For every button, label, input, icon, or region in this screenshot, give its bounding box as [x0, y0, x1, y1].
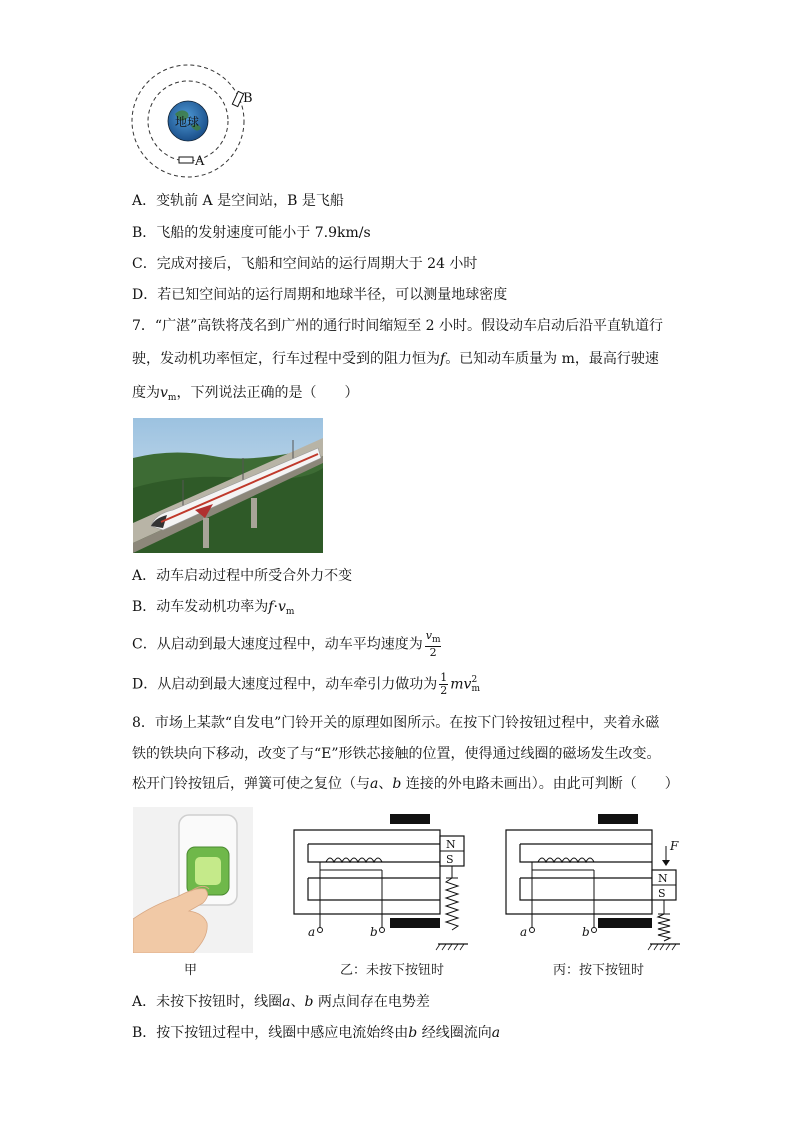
label-a-bing: a — [520, 925, 528, 939]
fraction-vm-over-2: $\frac{v_m}{2}$ — [425, 629, 441, 659]
label-f: F — [670, 839, 679, 853]
label-n-bing: N — [658, 872, 668, 885]
figure-jia-caption: 甲 — [184, 963, 198, 978]
label-s-yi: S — [446, 853, 454, 866]
craft-b — [232, 91, 243, 106]
q8-stem-line3: 松开门铃按钮后，弹簧可使之复位（与a、b 连接的外电路未画出）。由此可判断（ ） — [132, 776, 679, 792]
label-b-bing: b — [582, 925, 590, 939]
figure-yi-diagram — [290, 810, 490, 960]
label-s-bing: S — [658, 887, 666, 900]
label-b-yi: b — [370, 925, 378, 939]
q7-option-c: C．从启动到最大速度过程中，动车平均速度为 $\frac{v_m}{2}$ — [132, 629, 441, 659]
q7-option-b: B．动车发动机功率为$f\cdot v_m$ — [132, 599, 295, 617]
q6-option-b: B．飞船的发射速度可能小于 7.9km/s — [132, 225, 371, 241]
figure-yi-caption: 乙：未按下按钮时 — [340, 963, 445, 978]
q8-stem-line2: 铁的铁块向下移动，改变了与“E”形铁芯接触的位置，使得通过线圈的磁场发生改变。 — [132, 746, 661, 762]
q6-option-a: A．变轨前 A 是空间站，B 是飞船 — [132, 193, 344, 209]
figure-bing-caption: 丙：按下按钮时 — [553, 963, 645, 978]
q7-option-a: A．动车启动过程中所受合外力不变 — [132, 568, 353, 584]
q7-stem-line2: 驶，发动机功率恒定，行车过程中受到的阻力恒为f。已知动车质量为 m，最高行驶速 — [132, 351, 659, 367]
doorbell-photo — [133, 807, 253, 953]
craft-a-label: A — [195, 154, 205, 169]
q7-option-d: D．从启动到最大速度过程中，动车牵引力做功为 $\frac{1}{2}$ mv 2 m — [132, 671, 480, 697]
figure-bing-diagram — [502, 810, 702, 960]
q8-option-a: A．未按下按钮时，线圈a、b 两点间存在电势差 — [132, 994, 430, 1010]
label-n-yi: N — [446, 838, 456, 851]
q6-option-d: D．若已知空间站的运行周期和地球半径，可以测量地球密度 — [132, 287, 508, 303]
label-a-yi: a — [308, 925, 316, 939]
q7-stem-line3: 度为$v_m$，下列说法正确的是（ ） — [132, 385, 359, 403]
q8-stem-line1: 8．市场上某款“自发电”门铃开关的原理如图所示。在按下门铃按钮过程中，夹着永磁 — [132, 715, 660, 731]
train-photo — [133, 418, 323, 553]
craft-b-label: B — [243, 91, 253, 106]
craft-a — [179, 157, 193, 163]
q6-option-c: C．完成对接后，飞船和空间站的运行周期大于 24 小时 — [132, 256, 478, 272]
earth-label: 地球 — [175, 115, 200, 129]
fraction-one-half: $\frac{1}{2}$ — [440, 671, 448, 697]
orbit-figure — [125, 62, 275, 180]
q7-stem-line1: 7．“广湛”高铁将茂名到广州的通行时间缩短至 2 小时。假设动车启动后沿平直轨道行 — [132, 318, 664, 334]
q8-option-b: B．按下按钮过程中，线圈中感应电流始终由b 经线圈流向a — [132, 1025, 501, 1041]
